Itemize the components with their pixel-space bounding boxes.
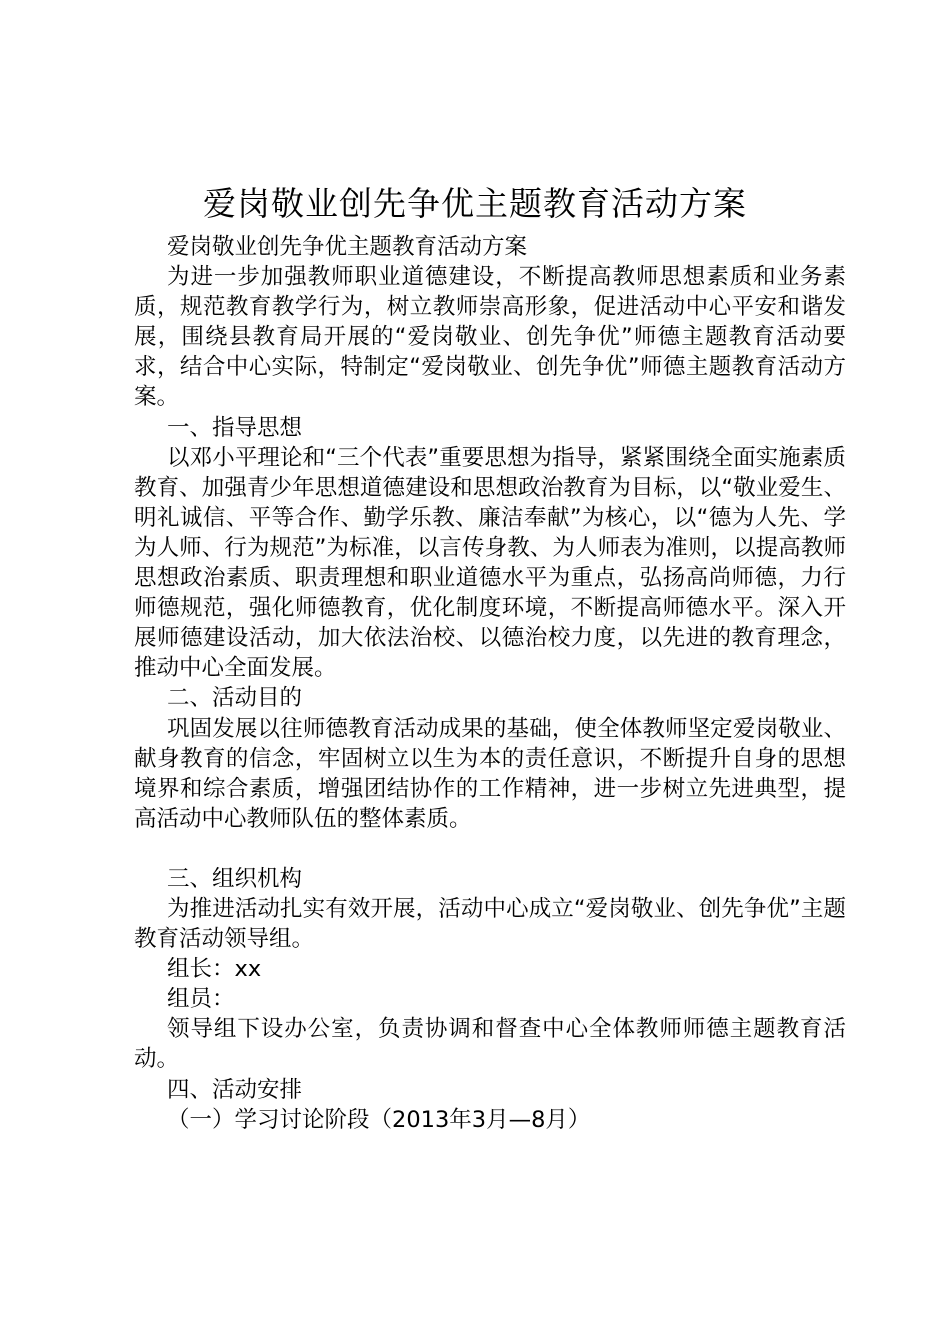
section-heading-organization: 三、组织机构: [167, 865, 303, 892]
section-heading-activity-schedule: 四、活动安排: [167, 1076, 303, 1103]
office-paragraph: 领导组下设办公室，负责协调和督查中心全体教师师德主题教育活动。: [134, 1016, 846, 1073]
group-leader-line: 组长：xx: [167, 956, 262, 983]
activity-purpose-paragraph: 巩固发展以往师德教育活动成果的基础，使全体教师坚定爱岗敬业、献身教育的信念，牢固树立以生为本的责任意识，不断提升自身的思想境界和综合素质，增强团结协作的工作精神，进一步树立先进典型，提高活动中心教师队伍的整体素质。: [134, 715, 846, 832]
intro-paragraph: 为进一步加强教师职业道德建设，不断提高教师思想素质和业务素质，规范教育教学行为，树立教师崇高形象，促进活动中心平安和谐发展，围绕县教育局开展的“爱岗敬业、创先争优”师德主题教育活动要求，结合中心实际，特制定“爱岗敬业、创先争优”师德主题教育活动方案。: [134, 264, 846, 411]
group-members-line: 组员：: [167, 986, 235, 1013]
document-body: [134, 232, 846, 1135]
organization-paragraph: 为推进活动扎实有效开展，活动中心成立“爱岗敬业、创先争优”主题教育活动领导组。: [134, 895, 846, 953]
document-title: 爱岗敬业创先争优主题教育活动方案: [203, 184, 747, 223]
section-heading-activity-purpose: 二、活动目的: [167, 685, 303, 712]
schedule-stage-one: （一）学习讨论阶段（2013年3月—8月）: [167, 1106, 591, 1133]
subtitle-paragraph: 爱岗敬业创先争优主题教育活动方案: [167, 234, 528, 260]
guiding-ideology-paragraph: 以邓小平理论和“三个代表”重要思想为指导，紧紧围绕全面实施素质教育、加强青少年思想道德建设和思想政治教育为目标，以“敬业爱生、明礼诚信、平等合作、勤学乐教、廉洁奉献”为核心，以“德为人先、学为人师、行为规范”为标准，以言传身教、为人师表为准则，以提高教师思想政治素质、职责理想和职业道德水平为重点，弘扬高尚师德，力行师德规范，强化师德教育，优化制度环境，不断提高师德水平。深入开展师德建设活动，加大依法治校、以德治校力度，以先进的教育理念，推动中心全面发展。: [134, 444, 846, 682]
section-heading-guiding-ideology: 一、指导思想: [167, 414, 303, 441]
